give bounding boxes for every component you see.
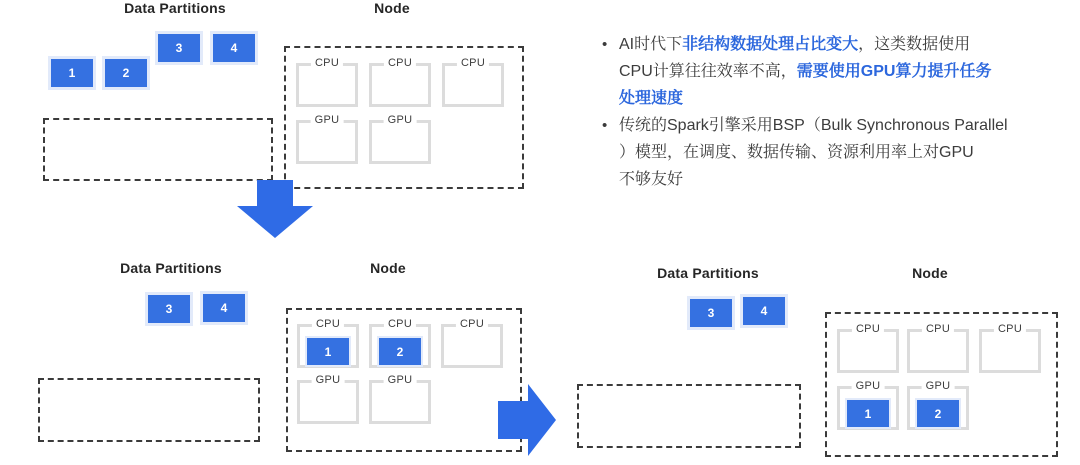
cpu-label: CPU — [311, 57, 343, 69]
gpu-label: GPU — [311, 114, 344, 126]
node-box — [286, 308, 522, 452]
bullet-marker: • — [602, 117, 608, 134]
partition-chip-2: 2 — [379, 338, 421, 365]
gpu-slot — [297, 374, 359, 424]
partition-chip-4: 4 — [203, 294, 245, 322]
cpu-slot — [441, 318, 503, 368]
bullet-marker: • — [602, 36, 608, 53]
note-line — [619, 112, 1074, 139]
cpu-slot — [979, 323, 1041, 373]
node-title: Node — [374, 0, 410, 16]
gpu-label: GPU — [384, 374, 417, 386]
partition-chip-3: 3 — [148, 295, 190, 323]
cpu-label: CPU — [922, 323, 954, 335]
down-arrow-icon — [237, 180, 313, 238]
cpu-label: CPU — [994, 323, 1026, 335]
partition-chip-2: 2 — [917, 400, 959, 427]
cpu-slot — [297, 318, 359, 368]
cpu-slot — [442, 57, 504, 107]
partition-chip-4: 4 — [743, 297, 785, 325]
gpu-label: GPU — [384, 114, 417, 126]
gpu-label: GPU — [922, 380, 955, 392]
partition-pool-box — [43, 118, 273, 181]
cpu-slot — [837, 323, 899, 373]
note-segment-highlight: 非结构数据处理占比变大 — [682, 36, 859, 53]
gpu-label: GPU — [312, 374, 345, 386]
note-segment-highlight: 处理速度 — [619, 90, 684, 107]
gpu-slot — [907, 380, 969, 430]
note-segment: 不够友好 — [619, 171, 684, 188]
note-segment: CPU计算往往效率不高， — [619, 63, 797, 80]
gpu-slot — [837, 380, 899, 430]
partition-chip-2: 2 — [105, 59, 147, 87]
note-line — [619, 166, 1074, 193]
partition-chip-3: 3 — [690, 299, 732, 327]
node-box — [825, 312, 1058, 457]
right-arrow-icon — [498, 384, 556, 456]
note-item — [602, 112, 1074, 193]
gpu-slot — [369, 374, 431, 424]
node-title: Node — [370, 260, 406, 276]
note-line — [619, 139, 1074, 166]
partition-chip-3: 3 — [158, 34, 200, 62]
note-segment-highlight: 需要使用GPU算力提升任务 — [796, 63, 992, 80]
cpu-label: CPU — [384, 57, 416, 69]
gpu-label: GPU — [852, 380, 885, 392]
partition-pool-box — [38, 378, 260, 442]
cpu-slot — [296, 57, 358, 107]
cpu-label: CPU — [457, 57, 489, 69]
note-item — [602, 31, 1074, 112]
cpu-label: CPU — [456, 318, 488, 330]
notes-panel — [602, 31, 1074, 193]
note-segment: ，这类数据使用 — [858, 36, 971, 53]
partition-chip-1: 1 — [307, 338, 349, 365]
partition-chip-1: 1 — [847, 400, 889, 427]
note-line — [619, 85, 1074, 112]
note-segment: 传统的Spark引擎采用BSP（Bulk Synchronous Parallel — [619, 117, 1008, 134]
node-title: Node — [912, 265, 948, 281]
partition-chip-1: 1 — [51, 59, 93, 87]
note-text — [619, 112, 1074, 193]
gpu-slot — [369, 114, 431, 164]
data-partitions-title: Data Partitions — [120, 260, 222, 276]
cpu-slot — [369, 57, 431, 107]
data-partitions-title: Data Partitions — [657, 265, 759, 281]
data-partitions-title: Data Partitions — [124, 0, 226, 16]
cpu-label: CPU — [852, 323, 884, 335]
cpu-slot — [369, 318, 431, 368]
partition-pool-box — [577, 384, 801, 448]
partition-chip-4: 4 — [213, 34, 255, 62]
note-line — [619, 58, 1074, 85]
gpu-slot — [296, 114, 358, 164]
node-box — [284, 46, 524, 189]
cpu-label: CPU — [384, 318, 416, 330]
cpu-slot — [907, 323, 969, 373]
cpu-label: CPU — [312, 318, 344, 330]
note-segment: AI时代下 — [619, 36, 683, 53]
note-line — [619, 31, 1074, 58]
note-text — [619, 31, 1074, 112]
note-segment: ）模型，在调度、数据传输、资源利用率上对GPU — [619, 144, 974, 161]
